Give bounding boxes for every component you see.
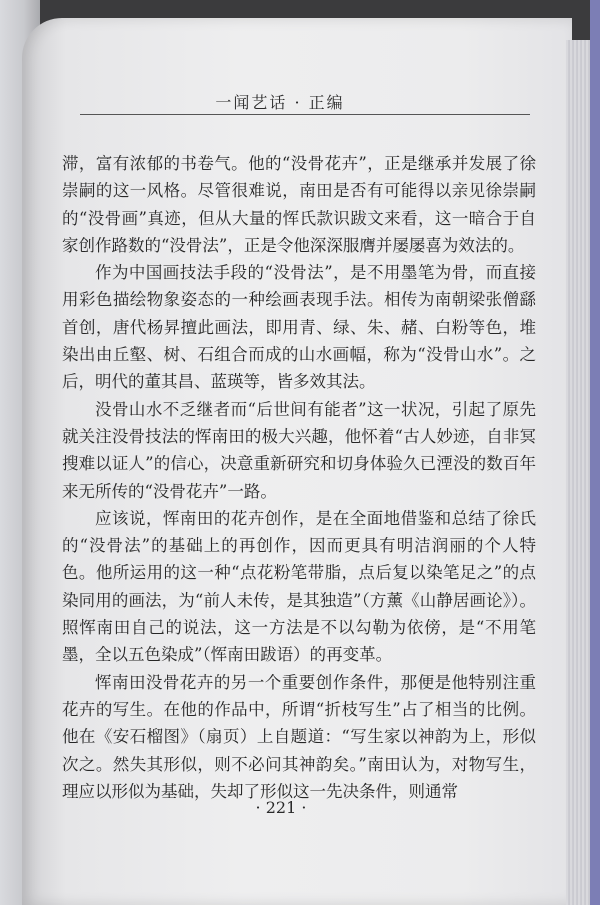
paragraph: 作为中国画技法手段的“没骨法”，是不用墨笔为骨，而直接用彩色描绘物象姿态的一种绘画表现手法。相传为南朝梁张僧繇首创，唐代杨昇擅此画法，即用青、绿、朱、赭、白粉等色，堆染出由丘壑、树、石组合而成的山水画幅，称为“没骨山水”。之后，明代的董其昌、蓝瑛等，皆多效其法。 [62,263,536,392]
paragraph: 滞，富有浓郁的书卷气。他的“没骨花卉”，正是继承并发展了徐崇嗣的这一风格。尽管很难说，南田是否有可能得以亲见徐崇嗣的“没骨画”真迹，但从大量的恽氏款识跋文来看，这一暗合于自家创作路数的“没骨法”，正是令他深深服膺并屡屡喜为效法的。 [62,154,536,255]
book-cover-edge [590,0,600,905]
header-rule [80,114,530,115]
paragraph: 恽南田没骨花卉的另一个重要创作条件，那便是他特别注重花卉的写生。在他的作品中，所谓“折枝写生”占了相当的比例。他在《安石榴图》（扇页）上自题道：“写生家以神韵为上，形似次之。然失其形似，则不必问其神韵矣。”南田认为，对物写生，理应以形似为基础，失却了形似这一先决条件，则通常 [62,672,536,801]
body-text [62,150,536,805]
running-head: 一闻艺话 · 正编 [215,93,345,112]
page-number: · 221 · [255,798,307,817]
paragraph: 没骨山水不乏继者而“后世间有能者”这一状况，引起了原先就关注没骨技法的恽南田的极大兴趣，他怀着“古人妙迹，自非冥搜难以证人”的信心，决意重新研究和切身体验久已湮没的数百年来无所传的“没骨花卉”一路。 [62,399,536,501]
paragraph: 应该说，恽南田的花卉创作，是在全面地借鉴和总结了徐氏的“没骨法”的基础上的再创作，因而更具有明洁润丽的个人特色。他所运用的这一种“点花粉笔带脂，点后复以染笔足之”的点染同用的画法，为“前人未传，是其独造”（方薰《山静居画论》）。照恽南田自己的说法，这一方法是不以勾勒为依傍，是“不用笔墨，全以五色染成”（恽南田跋语）的再变革。 [62,508,536,665]
